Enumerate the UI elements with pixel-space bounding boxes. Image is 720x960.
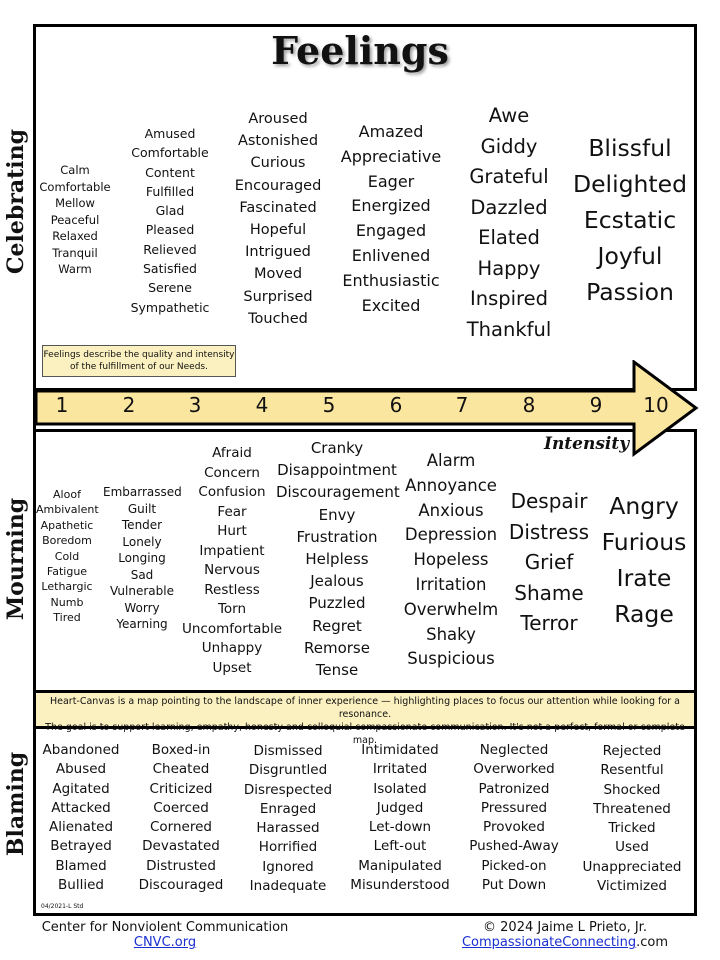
feeling-word: Horrified (258, 839, 318, 856)
feeling-word: Dismissed (253, 743, 323, 759)
feeling-word: Abused (55, 761, 107, 778)
feeling-word: Relaxed (52, 229, 98, 243)
feeling-word: Impatient (199, 542, 265, 559)
celebrating-column-4 (336, 120, 446, 318)
feeling-word: Cornered (150, 819, 212, 836)
feeling-word: Coerced (153, 799, 209, 816)
feeling-word: Amused (144, 126, 196, 141)
feeling-word: Used (615, 839, 649, 856)
heart-canvas-note (36, 690, 694, 746)
mourning-column-2 (103, 484, 181, 633)
feeling-word: Touched (248, 310, 308, 327)
feeling-word: Lethargic (41, 580, 93, 594)
feeling-word: Unappreciated (582, 858, 682, 875)
feeling-word: Tender (121, 518, 163, 532)
feeling-word: Rage (614, 600, 674, 628)
needs-note: Feelings describe the quality and intensity of the fulfillment of our Needs. (42, 345, 236, 377)
feeling-word: Aloof (53, 488, 81, 501)
feeling-word: Tense (315, 661, 359, 680)
feeling-word: Comfortable (39, 179, 111, 194)
feeling-word: Cold (54, 549, 80, 563)
feeling-word: Bullied (58, 877, 104, 894)
feeling-word: Eager (367, 171, 415, 191)
feeling-word: Overworked (473, 761, 555, 778)
feeling-word: Patronized (478, 780, 550, 797)
section-label-blaming: Blaming (3, 751, 29, 857)
scale-number-5: 5 (322, 393, 336, 417)
feeling-word: Put Down (481, 877, 547, 894)
feeling-word: Apathetic (40, 518, 94, 532)
feeling-word: Enthusiastic (342, 270, 440, 290)
feeling-word: Guilt (127, 501, 157, 516)
blaming-column-5 (462, 741, 566, 895)
feeling-word: Giddy (480, 134, 538, 158)
feeling-word: Awe (488, 104, 530, 127)
feeling-word: Victimized (596, 878, 668, 895)
intensity-label: Intensity (544, 434, 630, 454)
feeling-word: Restless (204, 581, 260, 598)
feeling-word: Disgruntled (248, 762, 328, 779)
feeling-word: Alienated (48, 819, 114, 836)
feeling-word: Blissful (588, 134, 672, 162)
feeling-word: Embarrassed (103, 485, 182, 499)
feeling-word: Harassed (256, 820, 320, 837)
feeling-word: Elated (478, 226, 540, 249)
mourning-column-5 (400, 449, 502, 672)
section-label-celebrating: Celebrating (3, 129, 29, 274)
feeling-word: Ecstatic (583, 206, 677, 234)
feeling-word: Inspired (469, 287, 549, 310)
feeling-word: Regret (312, 616, 362, 635)
feeling-word: Sad (130, 567, 154, 582)
cnvc-link[interactable]: CNVC.org (133, 935, 197, 950)
feeling-word: Discouragement (276, 483, 400, 502)
feeling-word: Surprised (243, 288, 313, 305)
feeling-word: Rejected (602, 743, 662, 759)
feeling-word: Joyful (597, 242, 663, 270)
feeling-word: Shame (514, 580, 584, 605)
feeling-word: Envy (318, 505, 356, 524)
feeling-word: Upset (212, 659, 252, 676)
feeling-word: Enlivened (351, 245, 431, 265)
feeling-word: Delighted (572, 170, 687, 198)
feeling-word: Furious (601, 528, 687, 556)
feeling-word: Agitated (52, 780, 110, 797)
blaming-column-2 (134, 741, 228, 895)
blaming-column-6 (574, 742, 690, 896)
feeling-word: Warm (58, 262, 92, 276)
feeling-word: Blamed (55, 857, 107, 874)
feeling-word: Astonished (237, 133, 319, 150)
feeling-word: Pushed-Away (469, 838, 559, 855)
feeling-word: Betrayed (50, 838, 112, 855)
feeling-word: Nervous (204, 562, 260, 578)
blaming-column-1 (38, 741, 124, 895)
feeling-word: Cranky (310, 439, 364, 457)
feeling-word: Helpless (305, 550, 369, 569)
feeling-word: Longing (118, 551, 166, 565)
feeling-word: Shocked (603, 781, 661, 798)
scale-number-4: 4 (255, 393, 269, 417)
celebrating-column-3 (228, 108, 328, 330)
scale-number-1: 1 (55, 393, 69, 417)
feeling-word: Fatigue (46, 565, 88, 579)
heart-canvas-note-line-2: The goal is to support learning, empathy, honesty and colloquial compassionate communication. It's not a perfect, formal or complete map. (45, 722, 685, 746)
feeling-word: Appreciative (340, 146, 442, 166)
feeling-word: Comfortable (131, 145, 209, 161)
feeling-word: Torn (217, 601, 247, 617)
feeling-word: Left-out (373, 838, 427, 855)
feeling-word: Lonely (122, 534, 162, 549)
feeling-word: Provoked (483, 819, 545, 836)
mourning-column-3 (182, 444, 282, 678)
feeling-word: Vulnerable (110, 584, 174, 598)
feeling-word: Enraged (259, 800, 317, 817)
feeling-word: Judged (376, 799, 424, 816)
feeling-word: Distress (508, 519, 590, 544)
feeling-word: Pressured (480, 799, 548, 816)
feeling-word: Criticized (149, 780, 213, 797)
feeling-word: Relieved (143, 241, 197, 257)
blaming-column-3 (238, 742, 338, 896)
footer-domain-suffix: .com (636, 935, 669, 950)
feeling-word: Moved (253, 266, 303, 283)
feeling-word: Isolated (373, 780, 427, 797)
feeling-word: Discouraged (138, 877, 224, 894)
feeling-word: Confusion (198, 484, 266, 500)
mourning-column-6 (504, 486, 594, 639)
feeling-word: Satisfied (143, 261, 197, 277)
feeling-word: Boredom (42, 534, 92, 548)
feeling-word: Pleased (145, 222, 195, 238)
footer-org: Center for Nonviolent Communication (41, 920, 289, 935)
feeling-word: Anxious (418, 500, 484, 520)
feeling-word: Let-down (368, 819, 432, 836)
feeling-word: Curious (250, 155, 306, 172)
feeling-word: Hopeful (249, 222, 307, 239)
feeling-word: Remorse (304, 638, 370, 657)
compassionate-connecting-link[interactable]: CompassionateConnecting (461, 935, 637, 950)
feeling-word: Unhappy (201, 640, 263, 656)
celebrating-column-1 (36, 162, 114, 278)
celebrating-column-5 (458, 101, 560, 345)
scale-number-3: 3 (188, 393, 202, 417)
feeling-word: Encouraged (234, 177, 322, 194)
feeling-word: Numb (50, 595, 84, 609)
page-title: Feelings (271, 28, 449, 73)
feeling-word: Ambivalent (36, 503, 99, 517)
feeling-word: Irritation (415, 574, 487, 594)
feeling-word: Irate (616, 564, 672, 592)
feeling-word: Hopeless (413, 550, 489, 570)
feeling-word: Intimidated (361, 742, 439, 758)
feeling-word: Terror (520, 611, 578, 635)
feeling-word: Yearning (116, 617, 168, 631)
feeling-word: Jealous (310, 572, 364, 591)
mourning-column-1 (36, 487, 98, 626)
feeling-word: Fear (217, 503, 247, 520)
feeling-word: Disappointment (277, 461, 397, 480)
feeling-word: Irritated (372, 761, 428, 778)
feeling-word: Attacked (51, 799, 111, 816)
feeling-word: Overwhelm (403, 599, 499, 619)
section-label-mourning: Mourning (3, 497, 29, 621)
feeling-word: Despair (510, 489, 588, 513)
feeling-word: Glad (155, 203, 185, 219)
feeling-word: Alarm (426, 451, 476, 470)
feeling-word: Cheated (152, 761, 210, 778)
scale-number-10: 10 (643, 393, 669, 417)
feeling-word: Distrusted (146, 857, 216, 874)
feeling-word: Fascinated (239, 199, 317, 216)
feeling-word: Engaged (355, 221, 427, 241)
feeling-word: Angry (609, 492, 679, 520)
feeling-word: Depression (404, 525, 498, 545)
feeling-word: Boxed-in (151, 742, 211, 758)
feeling-word: Energized (351, 196, 431, 216)
heart-canvas-note-line-1: Heart-Canvas is a map pointing to the landscape of inner experience — highlighting places to focus our attention while looking for a resonance. (49, 696, 681, 720)
feeling-word: Dazzled (470, 195, 548, 219)
celebrating-column-6 (566, 130, 694, 310)
feeling-word: Puzzled (308, 594, 366, 613)
feeling-word: Amazed (358, 122, 424, 141)
feeling-word: Threatened (593, 800, 671, 817)
feeling-word: Concern (204, 464, 260, 481)
feeling-word: Disrespected (243, 781, 333, 798)
footer-right (450, 920, 680, 950)
feeling-word: Frustration (296, 527, 378, 546)
feeling-word: Resentful (600, 762, 664, 779)
version-label: 04/2021-L Std (41, 903, 84, 910)
feeling-word: Calm (60, 163, 90, 177)
feeling-word: Hurt (217, 523, 247, 539)
feeling-word: Passion (586, 278, 674, 306)
feeling-word: Manipulated (358, 857, 442, 874)
feeling-word: Grateful (469, 165, 549, 188)
feeling-word: Picked-on (481, 857, 547, 874)
feeling-word: Misunderstood (350, 877, 450, 894)
feeling-word: Happy (477, 256, 541, 280)
feeling-word: Tricked (608, 820, 656, 837)
scale-number-6: 6 (389, 393, 403, 417)
feeling-word: Annoyance (405, 475, 497, 495)
feeling-word: Uncomfortable (182, 620, 283, 637)
feeling-word: Sympathetic (130, 299, 210, 315)
feeling-word: Ignored (262, 858, 314, 875)
feeling-word: Devastated (142, 838, 220, 855)
feeling-word: Tired (53, 611, 81, 625)
feeling-word: Serene (148, 280, 192, 296)
scale-number-8: 8 (522, 393, 536, 417)
feeling-word: Fulfilled (145, 183, 195, 199)
feeling-word: Grief (524, 550, 574, 574)
feeling-word: Shaky (426, 624, 476, 644)
feeling-word: Excited (361, 295, 421, 315)
scale-number-7: 7 (455, 393, 469, 417)
feeling-word: Mellow (55, 196, 95, 210)
feeling-word: Afraid (212, 445, 252, 461)
footer-left (34, 920, 296, 950)
footer-copyright: © 2024 Jaime L Prieto, Jr. (483, 920, 647, 935)
mourning-column-7 (596, 488, 692, 632)
scale-number-9: 9 (589, 393, 603, 417)
feeling-word: Thankful (466, 317, 552, 341)
feeling-word: Inadequate (249, 878, 327, 895)
feeling-word: Tranquil (52, 245, 98, 260)
blaming-column-4 (346, 741, 454, 895)
feeling-word: Intrigued (245, 244, 311, 261)
feeling-word: Worry (124, 600, 160, 615)
feeling-word: Suspicious (407, 649, 495, 669)
celebrating-column-2 (122, 124, 218, 317)
feeling-word: Peaceful (50, 212, 100, 227)
scale-number-2: 2 (122, 393, 136, 417)
feeling-word: Content (145, 164, 195, 180)
feeling-word: Aroused (248, 111, 308, 127)
mourning-column-4 (276, 437, 398, 681)
feeling-word: Abandoned (42, 742, 120, 758)
feeling-word: Neglected (479, 742, 549, 758)
